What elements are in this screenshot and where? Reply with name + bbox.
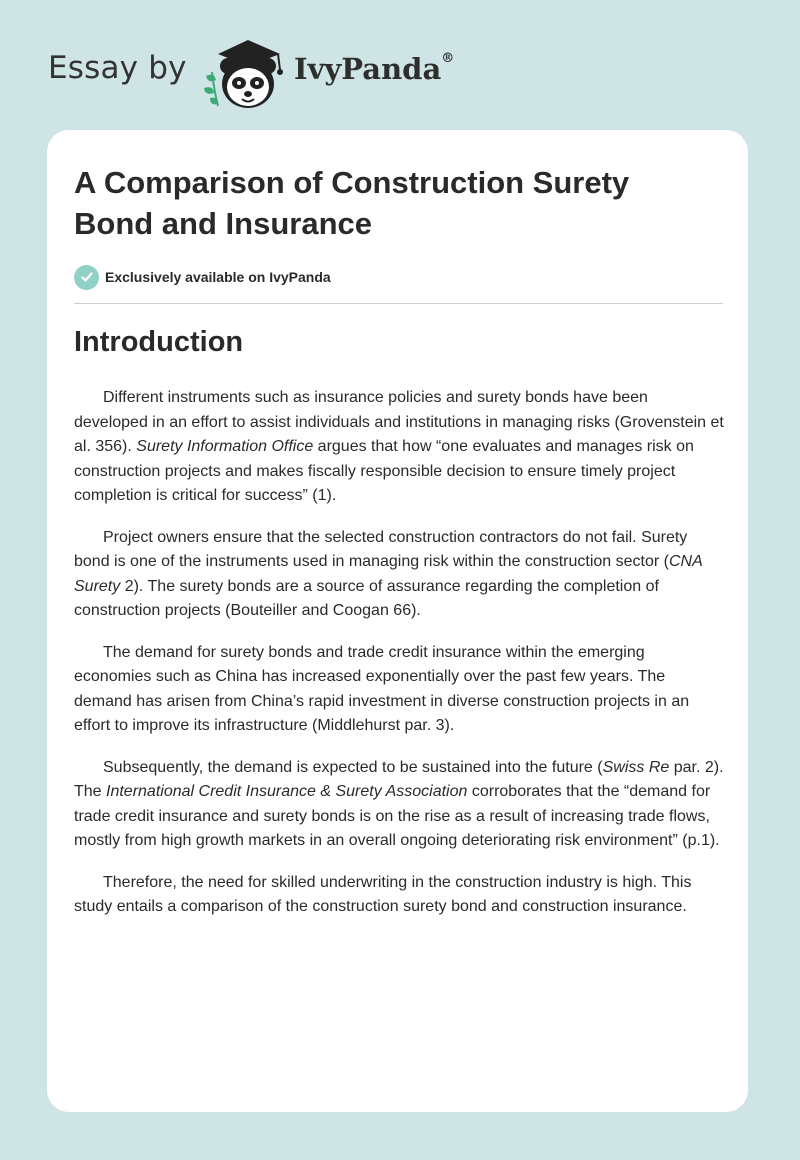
panda-graduate-icon	[200, 32, 286, 112]
italic-text: International Credit Insurance & Surety Association	[106, 783, 468, 800]
text-run: Project owners ensure that the selected construction contractors do not fail. Surety bond is one of the instruments used in managing risk within the construction sector (	[74, 528, 688, 570]
essay-title: A Comparison of Construction Surety Bond and Insurance	[74, 165, 630, 241]
paragraph	[74, 756, 724, 854]
text-run: Different instruments such as insurance policies and surety bonds have been developed in an effort to assist individuals and institutions in managing risks (Grovenstein et al. 356).	[74, 389, 724, 455]
italic-text: Swiss Re	[602, 758, 670, 776]
text-run: 2). The surety bonds are a source of assurance regarding the completion of construction projects (Bouteiller and Coogan 66).	[74, 577, 659, 619]
paragraph	[74, 386, 724, 509]
italic-text: CNA Surety	[74, 553, 703, 595]
divider	[74, 303, 723, 304]
brand-prefix: Essay by	[48, 50, 187, 86]
text-run: par. 2). The	[74, 758, 724, 800]
text-run: The demand for surety bonds and trade credit insurance within the emerging economies such as China has increased exponentially over the past few years. The demand has arisen from China’s rapid investment in diverse construction projects in an effort to improve its infrastructure (Middlehurst par. 3).	[74, 643, 690, 734]
section-heading: Introduction	[74, 326, 244, 358]
text-run: Subsequently, the demand is expected to be sustained into the future (	[103, 758, 603, 776]
text-run: Therefore, the need for skilled underwriting in the construction industry is high. This study entails a comparison of the construction surety bond and construction insurance.	[74, 873, 692, 915]
italic-text: Surety Information Office	[136, 438, 314, 455]
paragraph	[74, 526, 724, 624]
text-run: corroborates that the “demand for trade credit insurance and surety bonds is on the rise as a result of increasing trade flows, mostly from high growth markets in an overall ongoing deteriorating risk environment” (p.1).	[74, 783, 720, 849]
exclusive-badge	[74, 264, 331, 290]
essay-body	[74, 386, 724, 937]
text-run: argues that how “one evaluates and manages risk on construction projects and makes fiscally responsible decision to ensure timely project completion is critical for success” (1).	[74, 438, 694, 504]
check-circle-icon	[74, 265, 99, 290]
badge-text: Exclusively available on IvyPanda	[105, 269, 331, 285]
paragraph	[74, 641, 724, 739]
brand-header[interactable]	[48, 30, 508, 110]
essay-card	[47, 130, 748, 1112]
paragraph	[74, 871, 724, 920]
brand-name: IvyPanda®	[294, 51, 455, 86]
